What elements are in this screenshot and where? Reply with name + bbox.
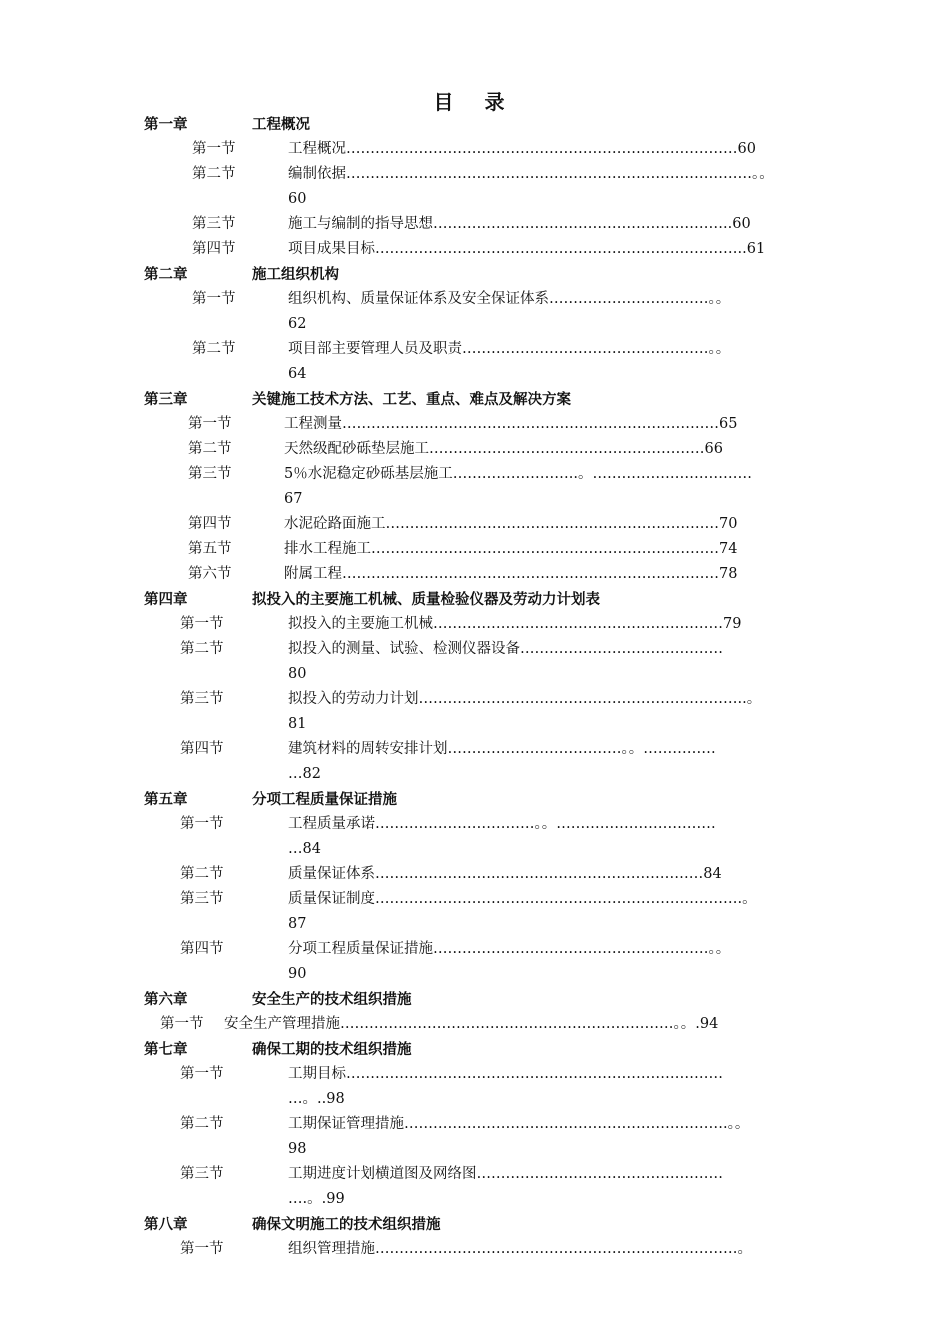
- section-title: 组织机构、质量保证体系及安全保证体系……………………………。。: [288, 291, 731, 307]
- page-number-continuation: …82: [288, 766, 321, 782]
- section-number: 第三节: [180, 891, 224, 907]
- page-number-continuation: ….。.99: [288, 1191, 345, 1207]
- toc-entry[interactable]: [180, 1112, 820, 1137]
- section-number: 第四节: [180, 741, 224, 757]
- chapter-number: 第三章: [144, 391, 188, 408]
- chapter-title: 安全生产的技术组织措施: [252, 991, 412, 1008]
- toc-entry[interactable]: [188, 562, 808, 587]
- toc-entry[interactable]: [188, 537, 808, 562]
- section-title: 组织管理措施…………………………………………………………………。: [288, 1241, 752, 1257]
- section-number: 第二节: [180, 1116, 224, 1132]
- section-title: 建筑材料的周转安排计划………………………………。。……………: [288, 741, 716, 757]
- section-number: 第一节: [180, 816, 224, 832]
- section-title: 工期进度计划横道图及网络图……………………………………………: [288, 1166, 723, 1182]
- chapter-2[interactable]: [144, 262, 814, 287]
- page-number-continuation: 60: [288, 191, 307, 207]
- section-number: 第二节: [180, 866, 224, 882]
- toc-entry[interactable]: [180, 737, 810, 762]
- chapter-number: 第七章: [144, 1041, 188, 1058]
- page-number-continuation: 98: [288, 1141, 307, 1157]
- section-title: 水泥砼路面施工……………………………………………………………70: [284, 516, 738, 532]
- chapter-6[interactable]: [144, 987, 824, 1012]
- section-number: 第四节: [192, 241, 236, 257]
- chapter-title: 拟投入的主要施工机械、质量检验仪器及劳动力计划表: [252, 591, 600, 608]
- section-title: 附属工程……………………………………………………………………78: [284, 566, 738, 582]
- chapter-4[interactable]: [144, 587, 824, 612]
- section-title: 排水工程施工………………………………………………………………74: [284, 541, 738, 557]
- chapter-1[interactable]: [144, 112, 814, 137]
- page-title: 目 录: [433, 90, 517, 114]
- toc-entry[interactable]: [180, 687, 820, 712]
- section-number: 第一节: [180, 1066, 224, 1082]
- toc-entry[interactable]: [192, 212, 812, 237]
- page-number-continuation: …。..98: [288, 1091, 345, 1107]
- section-number: 第四节: [180, 941, 224, 957]
- section-number: 第一节: [188, 416, 232, 432]
- section-number: 第五节: [188, 541, 232, 557]
- toc-entry[interactable]: [180, 862, 810, 887]
- chapter-number: 第五章: [144, 791, 188, 808]
- section-title: 拟投入的主要施工机械……………………………………………………79: [288, 616, 742, 632]
- toc-entry[interactable]: [188, 462, 808, 487]
- section-title: 分项工程质量保证措施…………………………………………………。。: [288, 941, 731, 957]
- chapter-title: 确保文明施工的技术组织措施: [252, 1216, 441, 1233]
- section-number: 第四节: [188, 516, 232, 532]
- section-title: 天然级配砂砾垫层施工…………………………………………………66: [284, 441, 723, 457]
- section-number: 第一节: [192, 291, 236, 307]
- section-title: 安全生产管理措施……………………………………………………………。。.94: [224, 1016, 719, 1032]
- chapter-3[interactable]: [144, 387, 824, 412]
- toc-entry[interactable]: [180, 812, 810, 837]
- section-number: 第三节: [192, 216, 236, 232]
- section-title: 项目部主要管理人员及职责……………………………………………。。: [288, 341, 731, 357]
- toc-entry[interactable]: [180, 1162, 810, 1187]
- page-number-continuation: 64: [288, 366, 307, 382]
- toc-entry[interactable]: [180, 1062, 810, 1087]
- page-number-continuation: 62: [288, 316, 307, 332]
- page-number-continuation: 67: [284, 491, 303, 507]
- section-title: 工程概况………………………………………………………………………60: [288, 141, 756, 157]
- chapter-title: 工程概况: [252, 116, 310, 133]
- section-title: 拟投入的劳动力计划…………………………………………………………..。: [288, 691, 762, 707]
- page-number-continuation: …84: [288, 841, 321, 857]
- toc-entry[interactable]: [188, 512, 808, 537]
- toc-entry[interactable]: [180, 637, 810, 662]
- toc-entry[interactable]: [192, 237, 812, 262]
- section-number: 第三节: [180, 1166, 224, 1182]
- section-title: 拟投入的测量、试验、检测仪器设备……………………………………: [288, 641, 723, 657]
- toc-entry[interactable]: [180, 887, 820, 912]
- section-title: 施工与编制的指导思想……………………………………………………..60: [288, 216, 751, 232]
- toc-entry[interactable]: [188, 437, 808, 462]
- toc-entry[interactable]: [192, 137, 812, 162]
- chapter-number: 第八章: [144, 1216, 188, 1233]
- section-title: 质量保证制度………………………………………………………………….。: [288, 891, 757, 907]
- section-title: 工程测量……………………………………………………………………65: [284, 416, 738, 432]
- toc-entry[interactable]: [180, 612, 810, 637]
- section-title: 工程质量承诺……………………………。。……………………………: [288, 816, 716, 832]
- toc-entry[interactable]: [180, 1237, 820, 1262]
- page-number-continuation: 81: [288, 716, 307, 732]
- chapter-number: 第二章: [144, 266, 188, 283]
- section-number: 第三节: [180, 691, 224, 707]
- chapter-8[interactable]: [144, 1212, 824, 1237]
- section-number: 第三节: [188, 466, 232, 482]
- section-number: 第一节: [192, 141, 236, 157]
- section-number: 第一节: [180, 1241, 224, 1257]
- chapter-number: 第四章: [144, 591, 188, 608]
- chapter-number: 第六章: [144, 991, 188, 1008]
- page-number-continuation: 80: [288, 666, 307, 682]
- section-title: 工期目标……………………………………………………………………: [288, 1066, 723, 1082]
- chapter-title: 关键施工技术方法、工艺、重点、难点及解决方案: [252, 391, 571, 408]
- section-number: 第二节: [192, 341, 236, 357]
- section-title: 编制依据…………………………………………………………………………。。: [288, 166, 774, 182]
- section-number: 第二节: [180, 641, 224, 657]
- toc-entry[interactable]: [188, 412, 808, 437]
- section-number: 第一节: [180, 616, 224, 632]
- chapter-title: 施工组织机构: [252, 266, 339, 283]
- page-number-continuation: 90: [288, 966, 307, 982]
- toc-entry[interactable]: [192, 337, 822, 362]
- section-number: 第二节: [188, 441, 232, 457]
- page-number-continuation: 87: [288, 916, 307, 932]
- section-title: 项目成果目标…………………………………………………………………..61: [288, 241, 766, 257]
- chapter-number: 第一章: [144, 116, 188, 133]
- section-title: 工期保证管理措施………………………………………………………….。。: [288, 1116, 750, 1132]
- toc-entry[interactable]: [180, 937, 820, 962]
- section-number: 第一节: [160, 1016, 204, 1032]
- chapter-7[interactable]: [144, 1037, 824, 1062]
- chapter-title: 分项工程质量保证措施: [252, 791, 397, 808]
- section-title: 质量保证体系……………………..……………………………………84: [288, 866, 722, 882]
- toc-entry[interactable]: [160, 1012, 800, 1037]
- toc-entry[interactable]: [192, 162, 822, 187]
- section-number: 第六节: [188, 566, 232, 582]
- section-number: 第二节: [192, 166, 236, 182]
- toc-entry[interactable]: [192, 287, 822, 312]
- chapter-title: 确保工期的技术组织措施: [252, 1041, 412, 1058]
- section-title: 5％水泥稳定砂砾基层施工……………………..。……………………………: [284, 466, 752, 482]
- chapter-5[interactable]: [144, 787, 824, 812]
